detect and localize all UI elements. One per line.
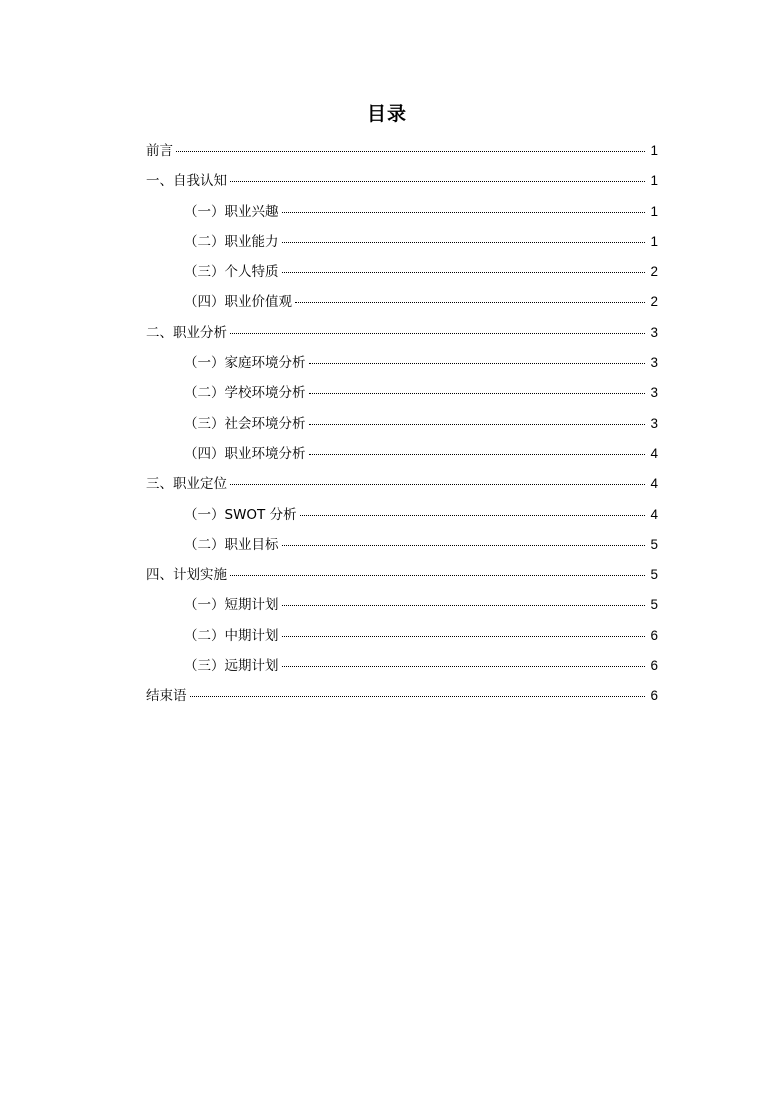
toc-entry[interactable] xyxy=(146,261,658,291)
toc-entry-page-number: 1 xyxy=(650,173,658,189)
toc-entry-label: 三、职业定位 xyxy=(146,476,227,493)
toc-entry[interactable] xyxy=(146,352,658,382)
toc-entry-page-number: 3 xyxy=(650,385,658,401)
toc-entry-page-number: 2 xyxy=(650,294,658,310)
toc-entry[interactable] xyxy=(146,322,658,352)
toc-dot-leader xyxy=(282,636,646,637)
toc-entry-page-number: 1 xyxy=(650,203,658,219)
toc-entry-label: （四）职业环境分析 xyxy=(184,445,306,462)
toc-entry[interactable] xyxy=(146,140,658,170)
toc-dot-leader xyxy=(309,424,646,425)
toc-entry-label: （一）家庭环境分析 xyxy=(184,355,306,372)
toc-entry[interactable] xyxy=(146,413,658,443)
toc-dot-leader xyxy=(230,484,645,485)
toc-entry[interactable] xyxy=(146,534,658,564)
toc-entry-label: 二、职业分析 xyxy=(146,324,227,341)
toc-dot-leader xyxy=(282,242,646,243)
toc-entry[interactable] xyxy=(146,504,658,534)
toc-entry[interactable] xyxy=(146,473,658,503)
toc-entry-page-number: 3 xyxy=(650,415,658,431)
toc-entry-label: （三）个人特质 xyxy=(184,264,279,281)
toc-entry[interactable] xyxy=(146,564,658,594)
toc-dot-leader xyxy=(282,666,646,667)
toc-dot-leader xyxy=(309,393,646,394)
toc-entry-page-number: 1 xyxy=(650,143,658,158)
toc-entry-label: 一、自我认知 xyxy=(146,173,227,190)
toc-title: 目录 xyxy=(366,103,407,125)
toc-entry-page-number: 4 xyxy=(650,445,658,461)
toc-entry[interactable] xyxy=(146,685,658,715)
toc-entry[interactable] xyxy=(146,443,658,473)
toc-entry-label: 四、计划实施 xyxy=(146,567,227,584)
toc-entry-page-number: 3 xyxy=(650,324,658,340)
toc-dot-leader xyxy=(300,515,645,516)
toc-entry-page-number: 6 xyxy=(650,688,658,704)
toc-entry[interactable] xyxy=(146,291,658,321)
toc-dot-leader xyxy=(230,181,645,182)
toc-list xyxy=(146,140,658,716)
toc-entry-page-number: 2 xyxy=(650,264,658,280)
toc-entry[interactable] xyxy=(146,594,658,624)
toc-entry[interactable] xyxy=(146,625,658,655)
toc-entry-label: （四）职业价值观 xyxy=(184,294,292,311)
toc-entry[interactable] xyxy=(146,201,658,231)
toc-entry-label: （三）社会环境分析 xyxy=(184,415,306,432)
toc-entry[interactable] xyxy=(146,170,658,200)
toc-entry-page-number: 6 xyxy=(650,658,658,674)
toc-entry-label: （二）职业能力 xyxy=(184,233,279,250)
toc-entry-label: 结束语 xyxy=(146,688,187,705)
toc-dot-leader xyxy=(295,302,645,303)
toc-dot-leader xyxy=(190,696,646,697)
toc-dot-leader xyxy=(309,454,646,455)
toc-entry-page-number: 5 xyxy=(650,536,658,552)
toc-entry-page-number: 6 xyxy=(650,627,658,643)
toc-dot-leader xyxy=(176,151,645,152)
toc-entry-label: （三）远期计划 xyxy=(184,658,279,675)
toc-dot-leader xyxy=(282,272,646,273)
toc-dot-leader xyxy=(282,545,646,546)
toc-entry[interactable] xyxy=(146,382,658,412)
toc-entry[interactable] xyxy=(146,655,658,685)
toc-entry-label: （二）中期计划 xyxy=(184,627,279,644)
toc-entry-page-number: 1 xyxy=(650,233,658,249)
toc-entry-label: （二）职业目标 xyxy=(184,536,279,553)
toc-entry-label: （一）职业兴趣 xyxy=(184,203,279,220)
toc-entry-page-number: 4 xyxy=(650,506,658,522)
toc-entry-page-number: 5 xyxy=(650,597,658,613)
toc-dot-leader xyxy=(282,605,646,606)
toc-entry-page-number: 3 xyxy=(650,355,658,371)
toc-dot-leader xyxy=(309,363,646,364)
toc-entry-label: （二）学校环境分析 xyxy=(184,385,306,402)
toc-entry-page-number: 4 xyxy=(650,476,658,492)
toc-dot-leader xyxy=(230,333,645,334)
toc-entry-label: （一）短期计划 xyxy=(184,597,279,614)
toc-entry-label: （一）SWOT 分析 xyxy=(184,506,297,523)
toc-dot-leader xyxy=(230,575,645,576)
toc-entry[interactable] xyxy=(146,231,658,261)
toc-entry-label: 前言 xyxy=(146,143,173,159)
toc-dot-leader xyxy=(282,212,646,213)
toc-entry-page-number: 5 xyxy=(650,567,658,583)
